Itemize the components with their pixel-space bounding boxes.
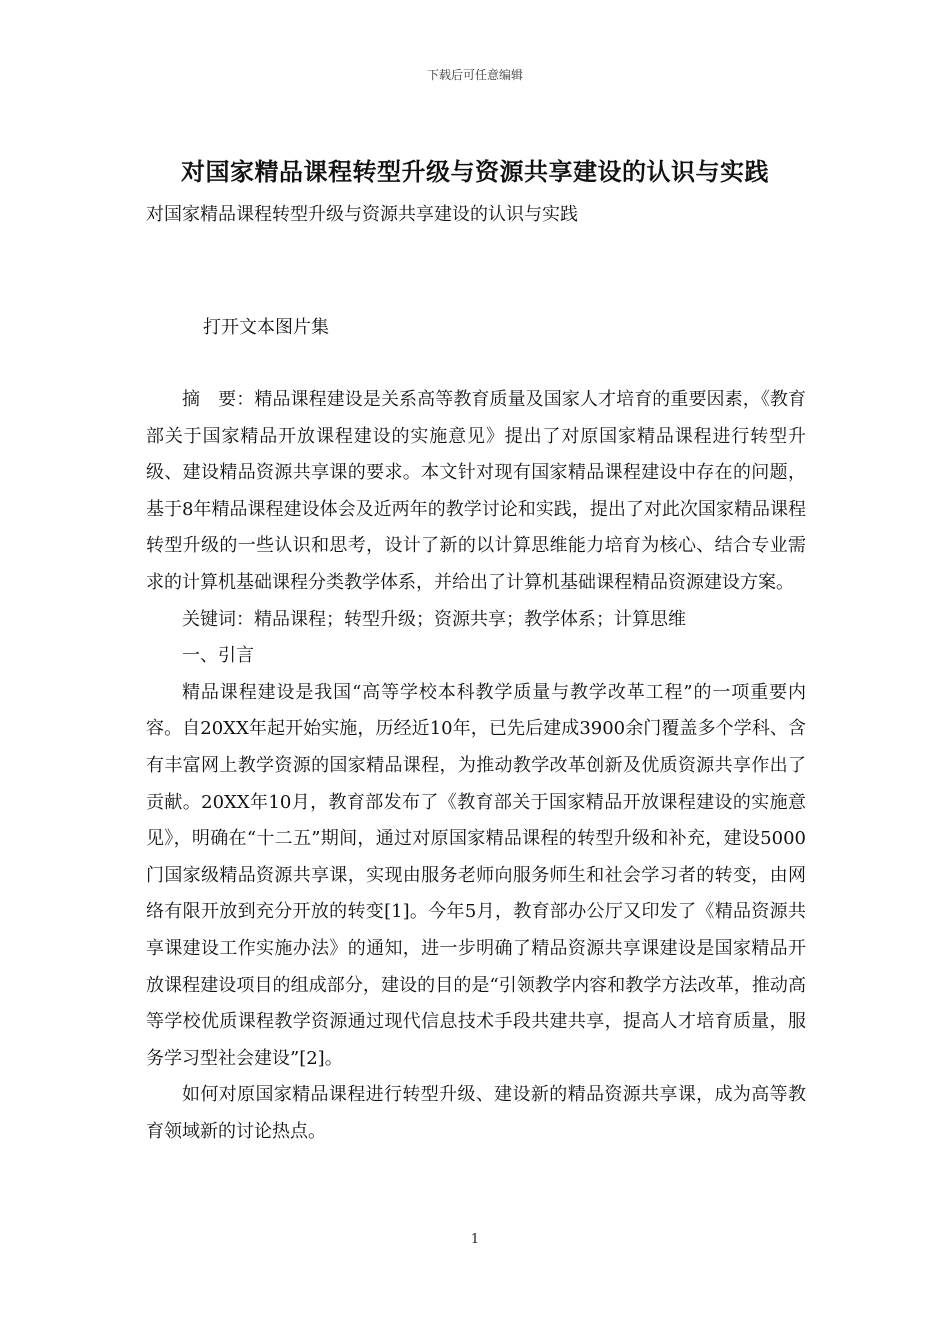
section-heading-introduction: 一、引言 (182, 645, 254, 667)
document-title: 对国家精品课程转型升级与资源共享建设的认识与实践 (181, 157, 769, 186)
body-paragraph: 精品课程建设是我国“高等学校本科教学质量与教学改革工程”的一项重要内容。自20XX年起开始实施，历经近10年，已先后建成3900余门覆盖多个学科、含有丰富网上教学资源的国家精品课程，为推动教学改革创新及优质资源共享作出了贡献。20XX年10月，教育部发布了《教育部关于国家精品开放课程建设的实施意见》，明确在“十二五”期间，通过对原国家精品课程的转型升级和补充，建设5000门国家级精品资源共享课，实现由服务老师向服务师生和社会学习者的转变，由网络有限开放到充分开放的转变[1]。今年5月，教育部办公厅又印发了《精品资源共享课建设工作实施办法》的通知，进一步明确了精品资源共享课建设是国家精品开放课程建设项目的组成部分，建设的目的是“引领教学内容和教学方法改革，推动高等学校优质课程教学资源通过现代信息技术手段共建共享，提高人才培育质量，服务学习型社会建设”[2]。 (146, 681, 806, 1069)
page-number: 1 (470, 1232, 480, 1247)
document-body (146, 382, 806, 1150)
document-subtitle: 对国家精品课程转型升级与资源共享建设的认识与实践 (146, 204, 578, 225)
header-note: 下载后可任意编辑 (426, 68, 523, 82)
open-image-gallery-link[interactable]: 打开文本图片集 (203, 317, 329, 338)
body-paragraph: 如何对原国家精品课程进行转型升级、建设新的精品资源共享课，成为高等教育领域新的讨论热点。 (146, 1084, 806, 1142)
keywords-paragraph: 关键词：精品课程；转型升级；资源共享；教学体系；计算思维 (182, 608, 686, 630)
abstract-paragraph: 摘 要：精品课程建设是关系高等教育质量及国家人才培育的重要因素，《教育部关于国家精品开放课程建设的实施意见》提出了对原国家精品课程进行转型升级、建设精品资源共享课的要求。本文针对现有国家精品课程建设中存在的问题，基于8年精品课程建设体会及近两年的教学讨论和实践，提出了对此次国家精品课程转型升级的一些认识和思考，设计了新的以计算思维能力培育为核心、结合专业需求的计算机基础课程分类教学体系，并给出了计算机基础课程精品资源建设方案。 (146, 389, 806, 593)
